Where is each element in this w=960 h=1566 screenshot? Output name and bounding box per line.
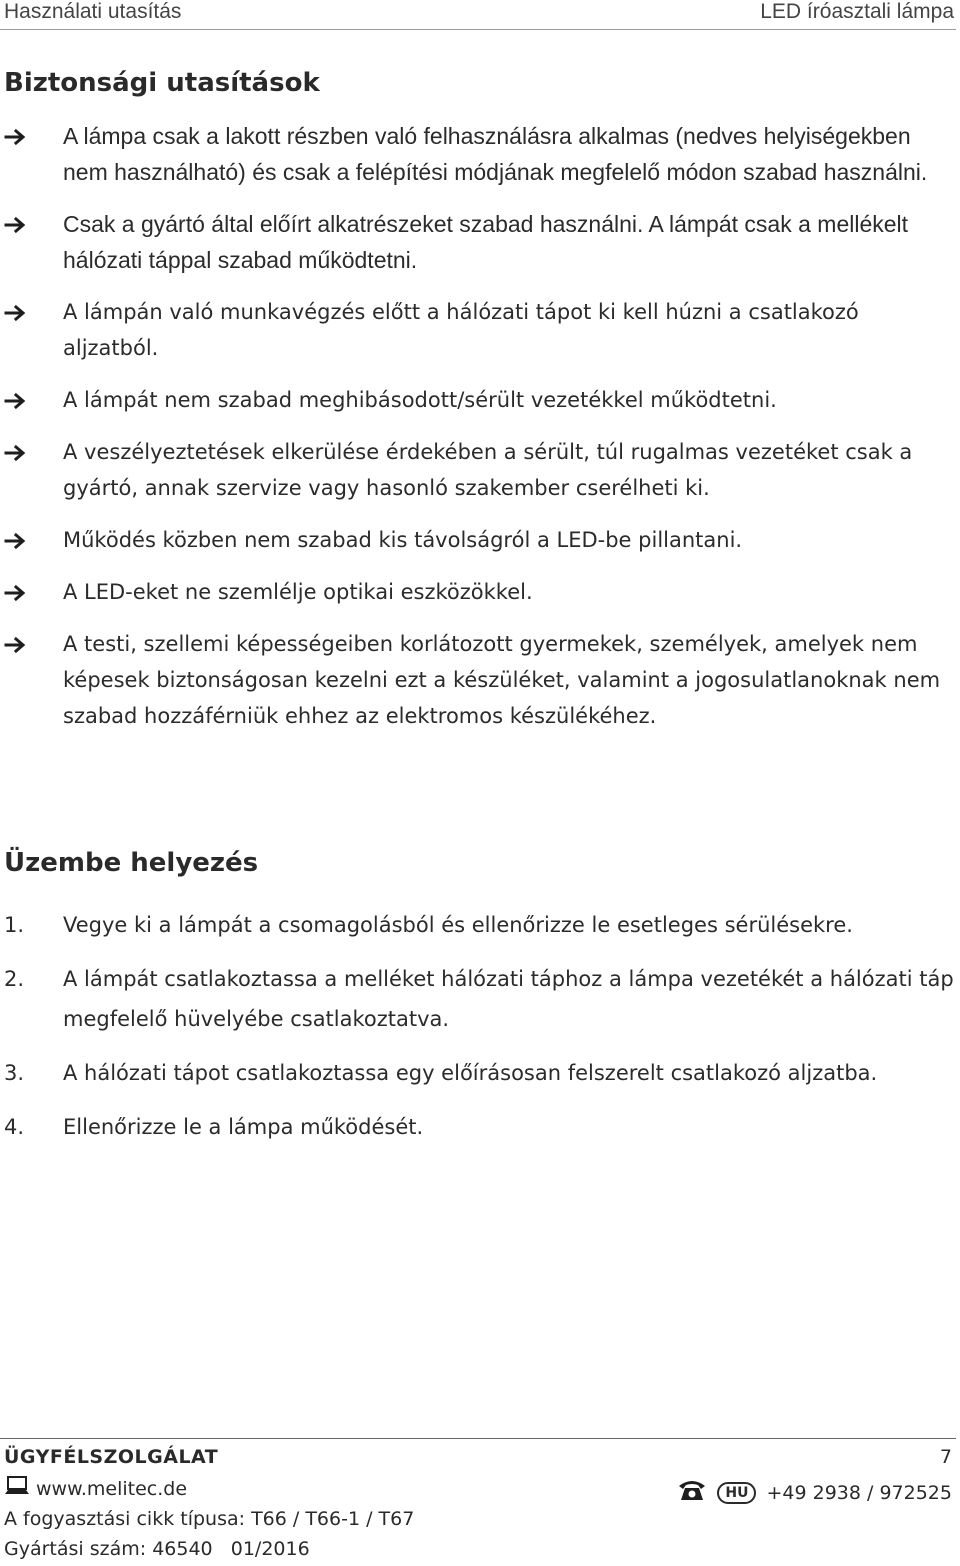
- header-doc-type: Használati utasítás: [4, 0, 182, 23]
- setup-step: [0, 1053, 960, 1093]
- safety-item-text: Csak a gyártó által előírt alkatrészeket szabad használni. A lámpát csak a mellékelt hálózati táppal szabad működtetni.: [63, 211, 909, 273]
- safety-item: [0, 574, 960, 610]
- arrow-right-icon: [4, 522, 34, 558]
- step-text: Ellenőrizze le a lámpa működését.: [63, 1115, 424, 1139]
- phone-number[interactable]: +49 2938 / 972525: [766, 1481, 952, 1504]
- serial-number: Gyártási szám: 46540 01/2016: [4, 1538, 310, 1560]
- setup-steps: [0, 905, 960, 1161]
- step-text: Vegye ki a lámpát a csomagolásból és ellenőrizze le esetleges sérülésekre.: [63, 913, 853, 937]
- customer-service-title: ÜGYFÉLSZOLGÁLAT: [4, 1446, 219, 1468]
- setup-heading: Üzembe helyezés: [4, 848, 259, 878]
- arrow-right-icon: [4, 626, 34, 662]
- arrow-right-icon: [4, 206, 34, 242]
- safety-item-text: A lámpát nem szabad meghibásodott/sérült vezetékkel működtetni.: [63, 388, 777, 412]
- safety-item: [0, 382, 960, 418]
- safety-item: [0, 206, 960, 278]
- arrow-right-icon: [4, 118, 34, 154]
- page-footer: [0, 1438, 960, 1566]
- header-product-name: LED íróasztali lámpa: [760, 0, 954, 23]
- safety-item-text: A lámpán való munkavégzés előtt a hálózati tápot ki kell húzni a csatlakozó aljzatból.: [63, 300, 859, 360]
- safety-item: [0, 522, 960, 558]
- safety-item-text: A testi, szellemi képességeiben korlátozott gyermekek, személyek, amelyek nem képesek biztonságosan kezelni ezt a készüléket, valamint a jogosulatlanoknak nem szabad hozzáférniük ehhez az elektromos készülékéhez.: [63, 632, 941, 728]
- computer-icon: [4, 1476, 30, 1501]
- website-line: [4, 1476, 187, 1501]
- safety-item: [0, 626, 960, 734]
- telephone-icon: [677, 1478, 707, 1507]
- country-badge: HU: [717, 1482, 756, 1504]
- safety-item-text: A veszélyeztetések elkerülése érdekében a sérült, túl rugalmas vezetéket csak a gyártó, annak szervize vagy hasonló szakember cserélheti ki.: [63, 440, 913, 500]
- safety-item: [0, 294, 960, 366]
- arrow-right-icon: [4, 294, 34, 330]
- arrow-right-icon: [4, 382, 34, 418]
- safety-item-text: A lámpa csak a lakott részben való felhasználásra alkalmas (nedves helyiségekben nem használható) és csak a felépítési módjának megfelelő módon szabad használni.: [63, 123, 928, 185]
- safety-item: [0, 118, 960, 190]
- arrow-right-icon: [4, 434, 34, 470]
- article-type: A fogyasztási cikk típusa: T66 / T66-1 / T67: [4, 1508, 415, 1530]
- safety-item-text: Működés közben nem szabad kis távolságról a LED-be pillantani.: [63, 528, 743, 552]
- step-text: A hálózati tápot csatlakoztassa egy előírásosan felszerelt csatlakozó aljzatba.: [63, 1061, 878, 1085]
- safety-heading: Biztonsági utasítások: [4, 68, 320, 98]
- phone-line: [677, 1478, 952, 1507]
- setup-step: [0, 959, 960, 1039]
- step-text: A lámpát csatlakoztassa a melléket hálózati táphoz a lámpa vezetékét a hálózati táp megfelelő hüvelyébe csatlakoztatva.: [63, 967, 954, 1031]
- setup-step: [0, 1107, 960, 1147]
- step-number: 3.: [4, 1061, 25, 1085]
- page-header: [0, 0, 960, 30]
- setup-step: [0, 905, 960, 945]
- step-number: 1.: [4, 913, 25, 937]
- safety-item: [0, 434, 960, 506]
- page-number: 7: [939, 1446, 952, 1468]
- arrow-right-icon: [4, 574, 34, 610]
- safety-list: [0, 118, 960, 750]
- step-number: 4.: [4, 1115, 25, 1139]
- header-divider: [0, 29, 956, 30]
- website-link[interactable]: www.melitec.de: [36, 1477, 188, 1500]
- safety-item-text: A LED-eket ne szemlélje optikai eszközökkel.: [63, 580, 533, 604]
- footer-divider: [0, 1438, 956, 1439]
- step-number: 2.: [4, 967, 25, 991]
